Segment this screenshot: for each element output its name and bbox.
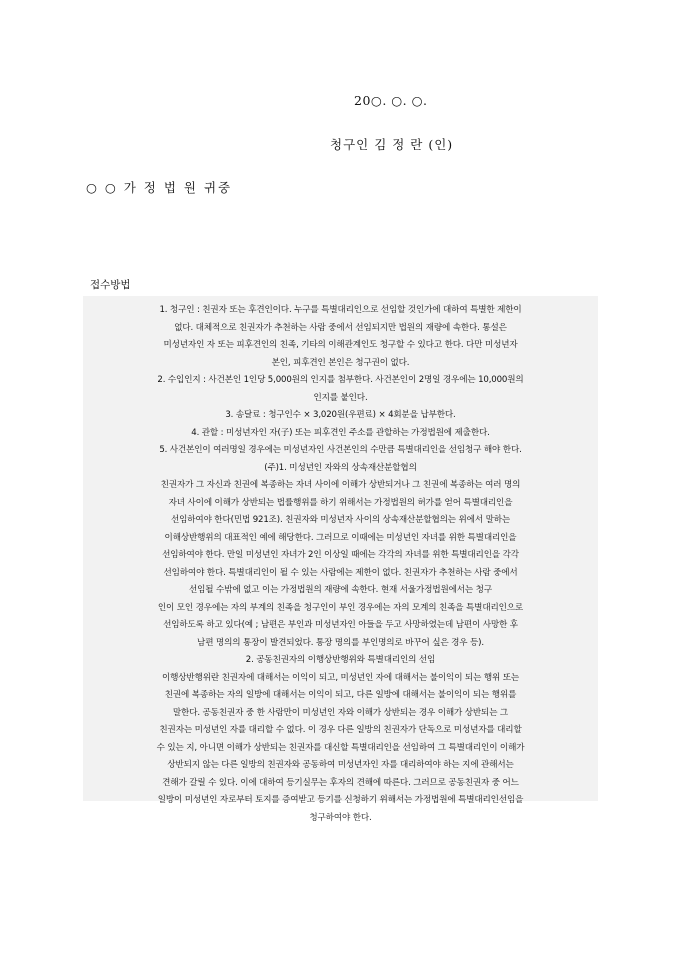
instruction-line: (주)1. 미성년인 자와의 상속재산분할협의	[264, 462, 417, 473]
instruction-line: 선임하여야 한다. 만일 미성년인 자녀가 2인 이상일 때에는 각각의 자녀를 위한 특별대리인을 각각	[162, 550, 519, 560]
instruction-line: 말한다. 공동친권자 중 한 사람만이 미성년인 자와 이해가 상반되는 경우 이해가 상반되는 그	[172, 707, 509, 718]
instruction-line: 이행상반행위란 친권자에 대해서는 이익이 되고, 미성년인 자에 대해서는 불이익이 되는 행위 또는	[161, 672, 520, 683]
instruction-line: 친권자가 그 자신과 친권에 복종하는 자녀 사이에 이해가 상반되거나 그 친권에 복종하는 여러 명의	[160, 480, 521, 490]
instruction-line: 5. 사건본인이 여러명일 경우에는 미성년자인 사건본인의 수만큼 특별대리인을 선임청구 해야 한다.	[159, 445, 522, 455]
instruction-line: 인이 모인 경우에는 자의 부계의 친족을 청구인이 부인 경우에는 자의 모계의 친족을 특별대리인으로	[157, 602, 524, 613]
instruction-line: 수 있는 지, 아니면 이해가 상반되는 친권자를 대신할 특별대리인을 선임하여 그 특별대리인이 이해가	[156, 742, 525, 753]
instruction-line: 견해가 갈릴 수 있다. 이에 대하여 등기실무는 후자의 견해에 따른다. 그러므로 공동친권자 중 어느	[162, 777, 519, 788]
instruction-line: 없다. 대체적으로 친권자가 추천하는 사람 중에서 선임되지만 법원의 재량에 속한다. 통설은	[174, 322, 507, 333]
date-line: 20○. ○. ○.	[354, 93, 428, 108]
instruction-line: 일방이 미성년인 자로부터 토지를 증여받고 등기를 신청하기 위해서는 가정법원에 특별대리인선임을	[157, 795, 524, 805]
instruction-line: 청구하여야 한다.	[309, 812, 372, 823]
instruction-line: 인지를 붙인다.	[313, 392, 368, 403]
instruction-line: 본인, 피후견인 본인은 청구권이 없다.	[271, 357, 410, 368]
instruction-line: 선임하여야 한다. 특별대리인이 될 수 있는 사람에는 제한이 없다. 친권자가 추천하는 사람 중에서	[163, 567, 518, 578]
instruction-line: 선임될 수밖에 없고 이는 가정법원의 재량에 속한다. 현재 서울가정법원에서는 청구	[189, 585, 492, 595]
instruction-line: 선임하도록 하고 있다(예 ; 남편은 부인과 미성년자인 아들을 두고 사망하였는데 남편이 사망한 후	[163, 620, 518, 630]
section-title: 접수방법	[90, 279, 131, 291]
instruction-line: 상반되지 않는 다른 일방의 친권자와 공동하여 미성년자인 자를 대리하여야 하는 지에 관해서는	[167, 760, 514, 770]
court-addressee: ○ ○ 가 정 법 원 귀중	[86, 180, 233, 195]
instruction-line: 이해상반행위의 대표적인 예에 해당한다. 그러므로 이때에는 미성년인 자녀를 위한 특별대리인을	[164, 532, 517, 543]
instruction-line: 친권에 복종하는 자의 일방에 대해서는 이익이 되고, 다른 일방에 대해서는 불이익이 되는 행위를	[164, 690, 517, 700]
instruction-line: 4. 관할 : 미성년자인 자(子) 또는 피후견인 주소를 관할하는 가정법원에 제출한다.	[191, 427, 490, 438]
instruction-line: 선임하여야 한다(민법 921조). 친권자와 미성년자 사이의 상속재산분할협의는 위에서 말하는	[170, 515, 511, 525]
instruction-line: 친권자는 미성년인 자를 대리할 수 없다. 이 경우 다른 일방의 친권자가 단독으로 미성년자를 대리할	[159, 725, 522, 735]
instruction-line: 2. 공동친권자의 이행상반행위와 특별대리인의 선임	[245, 655, 436, 665]
instruction-line: 미성년자인 자 또는 피후견인의 친족, 기타의 이해관계인도 청구할 수 있다고 한다. 다만 미성년자	[163, 340, 518, 350]
instruction-line: 2. 수입인지 : 사건본인 1인당 5,000원의 인지를 첨부한다. 사건본인이 2명일 경우에는 10,000원의	[157, 375, 524, 385]
filing-instructions-box	[83, 296, 598, 823]
instruction-line: 자녀 사이에 이해가 상반되는 법률행위를 하기 위해서는 가정법원의 허가를 얻어 특별대리인을	[168, 497, 513, 508]
instruction-line: 3. 송달료 : 청구인수 × 3,020원(우편료) × 4회분을 납부한다.	[225, 410, 456, 420]
instruction-line: 남편 명의의 통장이 발견되었다. 통장 명의를 부인명의로 바꾸어 싶은 경우 등).	[197, 637, 484, 648]
claimant-signature-line: 청구인 김 정 란 (인)	[330, 137, 454, 152]
instruction-line: 1. 청구인 : 친권자 또는 후견인이다. 누구를 특별대리인으로 선임할 것인가에 대하여 특별한 제한이	[159, 305, 522, 315]
